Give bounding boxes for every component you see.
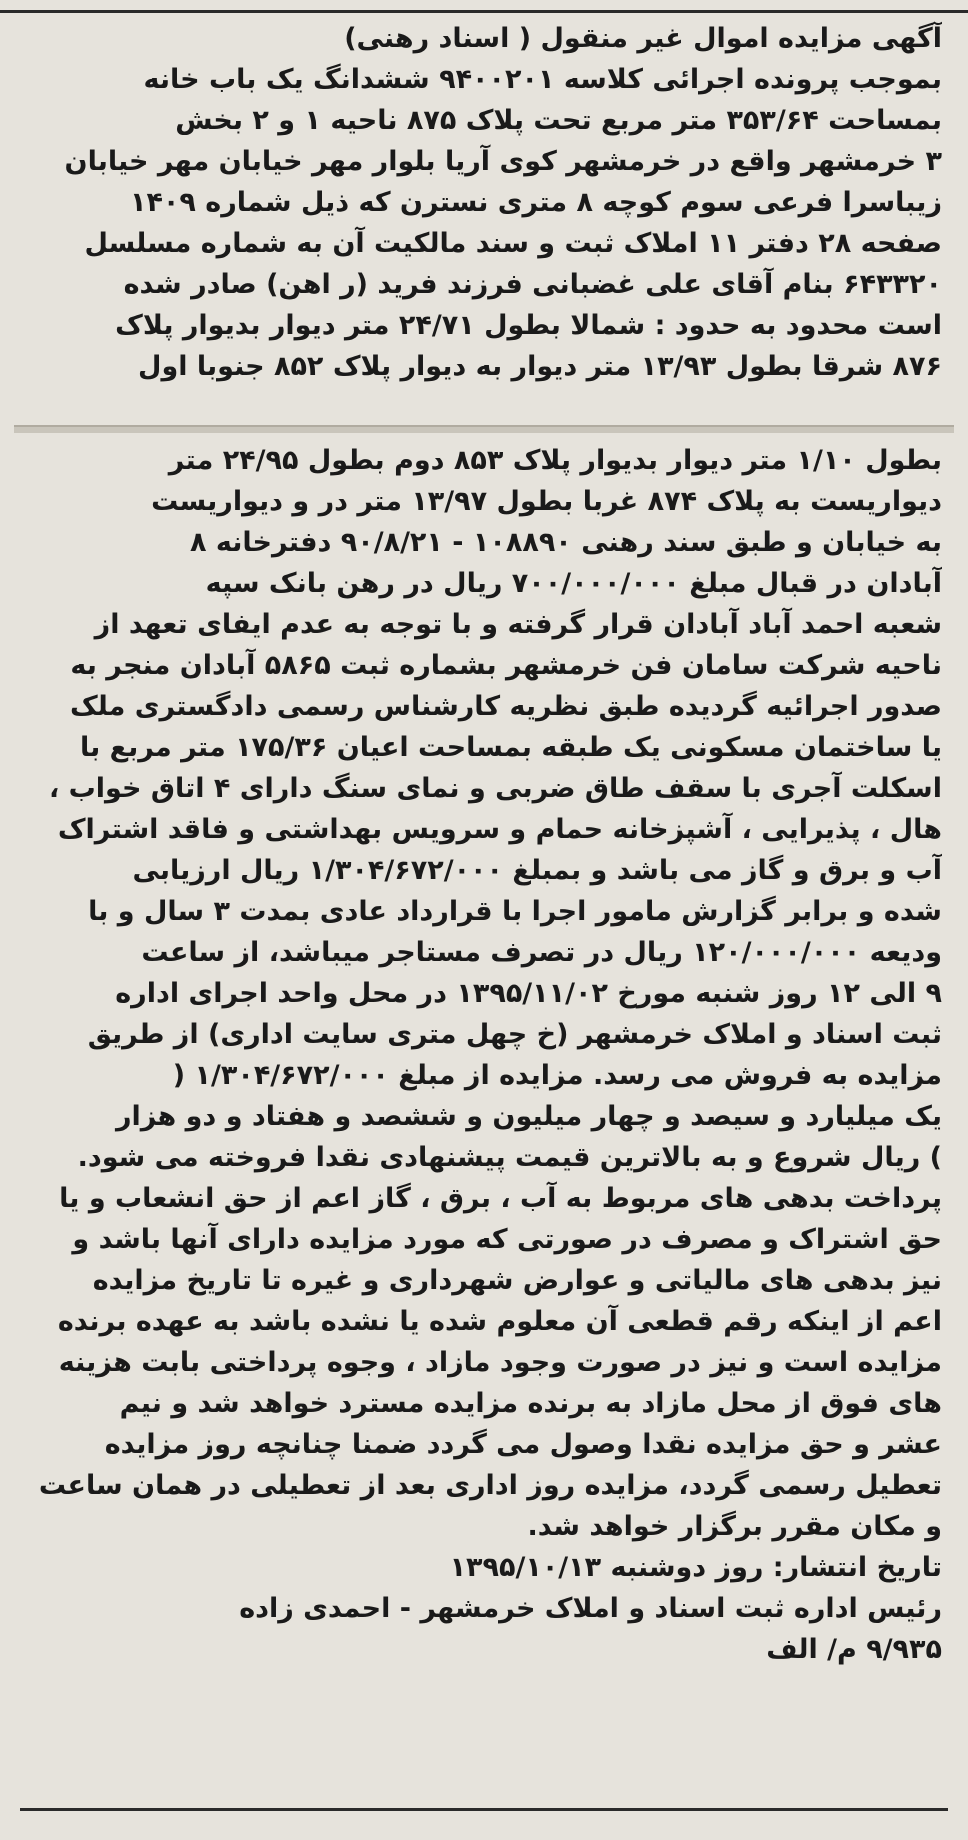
notice-line: حق اشتراک و مصرف در صورتی که مورد مزایده دارای آنها باشد و xyxy=(72,1224,942,1255)
notice-line: ثبت اسناد و املاک خرمشهر (خ چهل متری سایت اداری) از طریق xyxy=(87,1019,942,1050)
notice-line: ناحیه شرکت سامان فن خرمشهر بشماره ثبت ۵۸۶۵ آبادان منجر به xyxy=(70,650,942,681)
notice-line: تاریخ انتشار: روز دوشنبه ۱۳۹۵/۱۰/۱۳ xyxy=(449,1552,942,1583)
notice-title: آگهی مزایده اموال غیر منقول ( اسناد رهنی) xyxy=(344,23,942,54)
notice-line: ) ریال شروع و به بالاترین قیمت پیشنهادی نقدا فروخته می شود. xyxy=(77,1142,942,1173)
notice-line: بموجب پرونده اجرائی کلاسه ۹۴۰۰۲۰۱ ششدانگ یک باب خانه xyxy=(143,64,942,95)
top-rule xyxy=(0,0,968,13)
notice-line: و مکان مقرر برگزار خواهد شد. xyxy=(527,1511,942,1542)
notice-line: ۶۴۳۳۲۰ بنام آقای علی غضبانی فرزند فرید (ر اهن) صادر شده xyxy=(123,269,942,300)
notice-line: صدور اجرائیه گردیده طبق نظریه کارشناس رسمی دادگستری ملک xyxy=(69,691,942,722)
notice-line: های فوق از محل مازاد به برنده مزایده مسترد خواهد شد و نیم xyxy=(119,1388,942,1419)
notice-line: ۸۷۶ شرقا بطول ۱۳/۹۳ متر دیوار به دیوار پلاک ۸۵۲ جنوبا اول xyxy=(138,351,942,382)
notice-line: یک میلیارد و سیصد و چهار میلیون و ششصد و هفتاد و دو هزار xyxy=(115,1101,942,1132)
notice-line: مزایده به فروش می رسد. مزایده از مبلغ ۱/۳۰۴/۶۷۲/۰۰۰ ( xyxy=(172,1060,942,1091)
notice-part-2 xyxy=(26,440,942,1670)
notice-line: پرداخت بدهی های مربوط به آب ، برق ، گاز اعم از حق انشعاب و یا xyxy=(59,1183,942,1214)
notice-line: ۳ خرمشهر واقع در خرمشهر کوی آریا بلوار مهر خیابان مهر خیابان xyxy=(64,146,942,177)
notice-line: شده و برابر گزارش مامور اجرا با قرارداد عادی بمدت ۳ سال و با xyxy=(88,896,942,927)
notice-line: عشر و حق مزایده نقدا وصول می گردد ضمنا چنانچه روز مزایده xyxy=(104,1429,942,1460)
notice-part-1 xyxy=(26,18,942,387)
notice-line: رئیس اداره ثبت اسناد و املاک خرمشهر - احمدی زاده xyxy=(239,1593,942,1624)
notice-line: صفحه ۲۸ دفتر ۱۱ املاک ثبت و سند مالکیت آن به شماره مسلسل xyxy=(84,228,942,259)
notice-line: بطول ۱/۱۰ متر دیوار بدیوار پلاک ۸۵۳ دوم بطول ۲۴/۹۵ متر xyxy=(168,445,942,476)
notice-line: آبادان در قبال مبلغ ۷۰۰/۰۰۰/۰۰۰ ریال در رهن بانک سپه xyxy=(205,568,942,599)
notice-line: اعم از اینکه رقم قطعی آن معلوم شده یا نشده باشد به عهده برنده xyxy=(57,1306,942,1337)
notice-line: نیز بدهی های مالیاتی و عوارض شهرداری و غیره تا تاریخ مزایده xyxy=(92,1265,942,1296)
clipping-fold xyxy=(14,425,954,433)
notice-line: مزایده است و نیز در صورت وجود مازاد ، وجوه پرداختی بابت هزینه xyxy=(58,1347,942,1378)
notice-line: ودیعه ۱۲۰/۰۰۰/۰۰۰ ریال در تصرف مستاجر میباشد، از ساعت xyxy=(141,937,942,968)
notice-line: ۹ الی ۱۲ روز شنبه مورخ ۱۳۹۵/۱۱/۰۲ در محل واحد اجرای اداره xyxy=(115,978,942,1009)
notice-line: بمساحت ۳۵۳/۶۴ متر مربع تحت پلاک ۸۷۵ ناحیه ۱ و ۲ بخش xyxy=(175,105,942,136)
notice-line: آب و برق و گاز می باشد و بمبلغ ۱/۳۰۴/۶۷۲/۰۰۰ ریال ارزیابی xyxy=(132,855,942,886)
notice-line: ۹/۹۳۵ م/ الف xyxy=(766,1634,942,1665)
notice-line: است محدود به حدود : شمالا بطول ۲۴/۷۱ متر دیوار بدیوار پلاک xyxy=(115,310,942,341)
notice-line: یا ساختمان مسکونی یک طبقه بمساحت اعیان ۱۷۵/۳۶ متر مربع با xyxy=(79,732,942,763)
notice-line: دیواریست به پلاک ۸۷۴ غربا بطول ۱۳/۹۷ متر در و دیواریست xyxy=(151,486,942,517)
notice-line: به خیابان و طبق سند رهنی ۱۰۸۸۹۰ - ۹۰/۸/۲۱ دفترخانه ۸ xyxy=(190,527,942,558)
notice-line: شعبه احمد آباد آبادان قرار گرفته و با توجه به عدم ایفای تعهد از xyxy=(94,609,942,640)
notice-line: تعطیل رسمی گردد، مزایده روز اداری بعد از تعطیلی در همان ساعت xyxy=(38,1470,942,1501)
footer-rule xyxy=(20,1808,948,1811)
notice-line: زیباسرا فرعی سوم کوچه ۸ متری نسترن که ذیل شماره ۱۴۰۹ xyxy=(129,187,942,218)
notice-line: هال ، پذیرایی ، آشپزخانه حمام و سرویس بهداشتی و فاقد اشتراک xyxy=(57,814,942,845)
notice-line: اسکلت آجری با سقف طاق ضربی و نمای سنگ دارای ۴ اتاق خواب ، xyxy=(48,773,942,804)
